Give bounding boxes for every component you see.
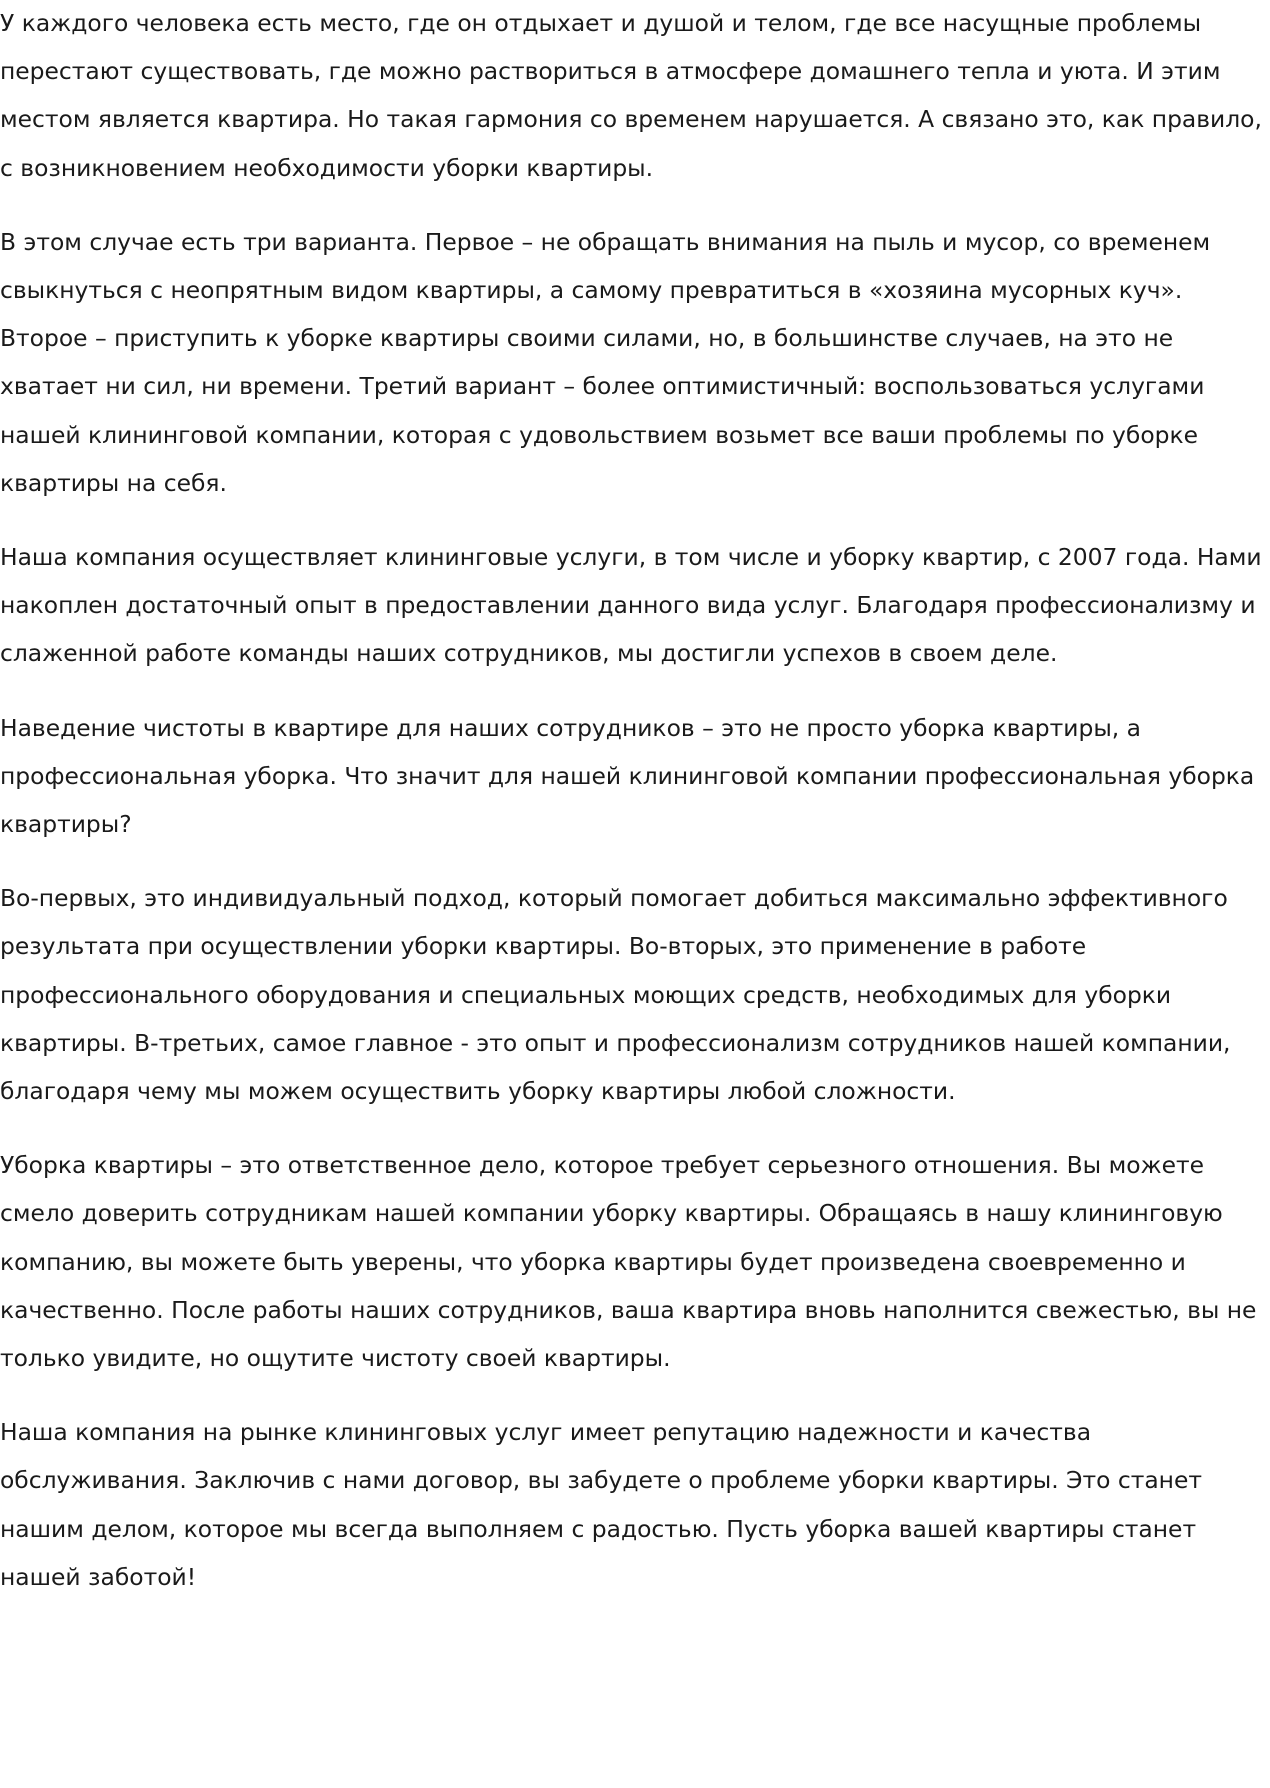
paragraph-intro: У каждого человека есть место, где он отдыхает и душой и телом, где все насущные проблемы перестают существовать, где можно раствориться в атмосфере домашнего тепла и уюта. И этим местом является квартира. Но такая гармония со временем нарушается. А связано это, как правило, с возникновением необходимости уборки квартиры. [0, 9, 1262, 182]
paragraph-company-history: Наша компания осуществляет клининговые услуги, в том числе и уборку квартир, с 2007 года. Нами накоплен достаточный опыт в предоставлении данного вида услуг. Благодаря профессионализму и слаженной работе команды наших сотрудников, мы достигли успехов в своем деле. [0, 543, 1262, 668]
paragraph-reputation: Наша компания на рынке клининговых услуг имеет репутацию надежности и качества обслуживания. Заключив с нами договор, вы забудете о проблеме уборки квартиры. Это станет нашим делом, которое мы всегда выполняем с радостью. Пусть уборка вашей квартиры станет нашей заботой! [0, 1418, 1202, 1591]
paragraph-responsibility: Уборка квартиры – это ответственное дело, которое требует серьезного отношения. Вы можете смело доверить сотрудникам нашей компании уборку квартиры. Обращаясь в нашу клининговую компанию, вы можете быть уверены, что уборка квартиры будет произведена своевременно и качественно. После работы наших сотрудников, ваша квартира вновь наполнится свежестью, вы не только увидите, но ощутите чистоту своей квартиры. [0, 1151, 1257, 1373]
paragraph-advantages: Во-первых, это индивидуальный подход, который помогает добиться максимально эффективного результата при осуществлении уборки квартиры. Во-вторых, это применение в работе профессионального оборудования и специальных моющих средств, необходимых для уборки квартиры. В-третьих, самое главное - это опыт и профессионализм сотрудников нашей компании, благодаря чему мы можем осуществить уборку квартиры любой сложности. [0, 884, 1231, 1106]
paragraph-options: В этом случае есть три варианта. Первое – не обращать внимания на пыль и мусор, со временем свыкнуться с неопрятным видом квартиры, а самому превратиться в «хозяина мусорных куч». Второе – приступить к уборке квартиры своими силами, но, в большинстве случаев, на это не хватает ни сил, ни времени. Третий вариант – более оптимистичный: воспользоваться услугами нашей клининговой компании, которая с удовольствием возьмет все ваши проблемы по уборке квартиры на себя. [0, 227, 1211, 497]
paragraph-professional-cleaning: Наведение чистоты в квартире для наших сотрудников – это не просто уборка квартиры, а профессиональная уборка. Что значит для нашей клининговой компании профессиональная уборка квартиры? [0, 713, 1255, 839]
